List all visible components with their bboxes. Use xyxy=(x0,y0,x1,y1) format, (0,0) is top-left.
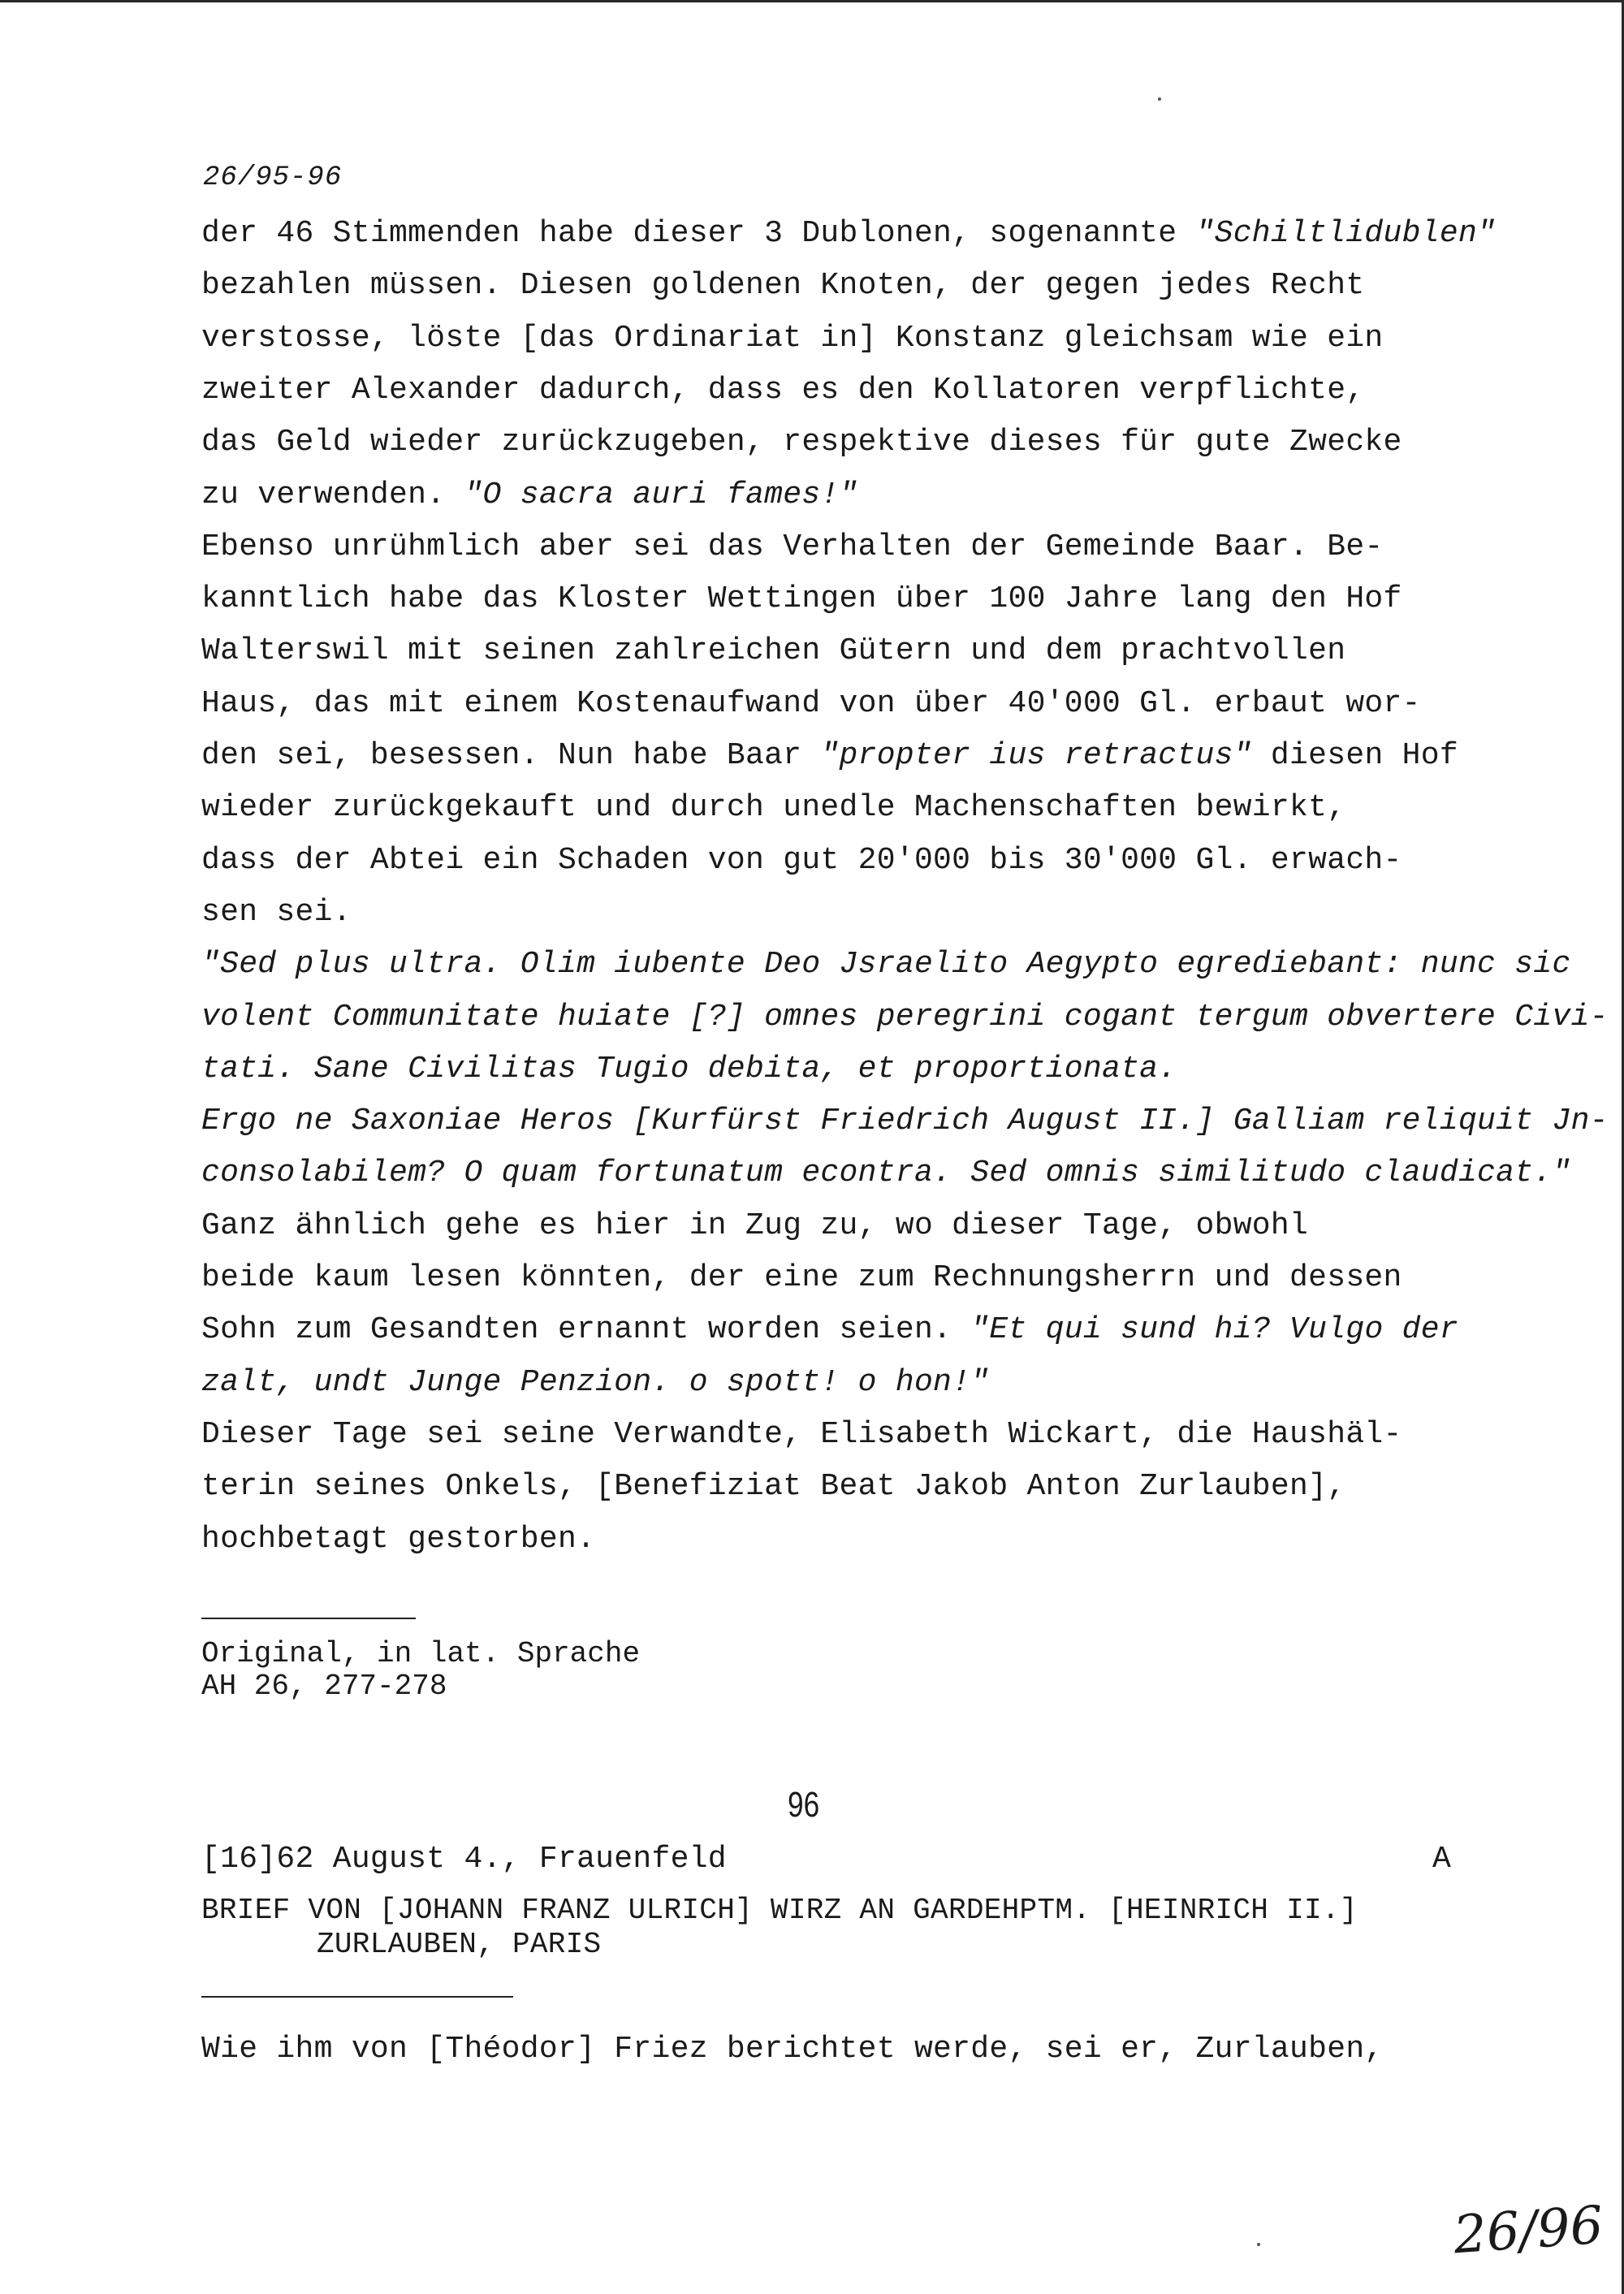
text-line xyxy=(201,947,1571,982)
text-line xyxy=(201,1522,595,1557)
text-segment: Dieser Tage sei seine Verwandte, Elisabeth Wickart, die Haushäl- xyxy=(201,1416,1402,1452)
text-line xyxy=(201,686,1421,721)
document-number: 96 xyxy=(788,1785,820,1825)
text-segment: hochbetagt gestorben. xyxy=(201,1521,596,1557)
speck xyxy=(1158,97,1161,101)
text-line xyxy=(201,790,1345,825)
quote-segment: "Schiltlidublen" xyxy=(1195,216,1497,251)
text-segment: verstosse, löste [das Ordinariat in] Konstanz gleichsam wie ein xyxy=(201,320,1384,356)
text-segment: das Geld wieder zurückzugeben, respektive dieses für gute Zwecke xyxy=(201,425,1402,460)
text-segment: Ebenso unrühmlich aber sei das Verhalten der Gemeinde Baar. Be- xyxy=(201,529,1384,564)
text-line xyxy=(201,738,1458,773)
footnote-rule xyxy=(201,1618,416,1619)
text-line xyxy=(201,581,1402,616)
page-reference: 26/95-96 xyxy=(203,162,343,193)
text-line xyxy=(201,477,858,512)
text-segment: zu verwenden. xyxy=(201,477,464,512)
text-segment: Haus, das mit einem Kostenaufwand von über 40'000 Gl. erbaut wor- xyxy=(201,685,1421,721)
document-title: BRIEF VON [JOHANN FRANZ ULRICH] WIRZ AN GARDEHPTM. [HEINRICH II.] xyxy=(201,1894,1358,1927)
text-line xyxy=(201,1365,989,1400)
quote-segment: tati. Sane Civilitas Tugio debita, et proportionata. xyxy=(201,1051,1177,1087)
text-line xyxy=(201,1052,1177,1087)
text-segment: beide kaum lesen könnten, der eine zum Rechnungsherrn und dessen xyxy=(201,1260,1402,1295)
speck xyxy=(1257,2243,1260,2246)
text-segment: bezahlen müssen. Diesen goldenen Knoten, der gegen jedes Recht xyxy=(201,268,1365,304)
quote-segment: volent Communitate huiate [?] omnes peregrini cogant tergum obvertere Civi- xyxy=(201,999,1609,1035)
text-segment: kanntlich habe das Kloster Wettingen über 100 Jahre lang den Hof xyxy=(201,581,1402,617)
text-line xyxy=(201,373,1364,408)
text-line xyxy=(201,529,1384,564)
text-line xyxy=(201,843,1402,878)
text-line xyxy=(201,1156,1571,1190)
text-line xyxy=(201,895,352,930)
text-line xyxy=(201,321,1384,356)
text-line xyxy=(201,1208,1308,1243)
text-line xyxy=(201,268,1364,303)
text-segment: Walterswil mit seinen zahlreichen Gütern und dem prachtvollen xyxy=(201,633,1346,669)
text-segment: den sei, besessen. Nun habe Baar xyxy=(201,738,821,773)
text-line xyxy=(201,216,1496,251)
text-line xyxy=(201,633,1345,668)
text-segment: Ganz ähnlich gehe es hier in Zug zu, wo dieser Tage, obwohl xyxy=(201,1207,1309,1243)
text-segment: der 46 Stimmenden habe dieser 3 Dublonen, sogenannte xyxy=(201,216,1196,251)
document-title-cont: ZURLAUBEN, PARIS xyxy=(317,1928,602,1961)
quote-segment: "Sed plus ultra. Olim iubente Deo Jsraelito Aegypto egrediebant: nunc sic xyxy=(201,947,1571,983)
text-line xyxy=(201,1104,1609,1138)
quote-segment: zalt, undt Junge Penzion. o spott! o hon!" xyxy=(201,1364,990,1400)
quote-segment: "O sacra auri fames!" xyxy=(464,477,858,512)
text-segment: Sohn zum Gesandten ernannt worden seien. xyxy=(201,1312,971,1348)
quote-segment: consolabilem? O quam fortunatum econtra. Sed omnis similitudo claudicat." xyxy=(201,1156,1571,1191)
text-line xyxy=(201,1469,1345,1504)
quote-segment: "Et qui sund hi? Vulgo der xyxy=(970,1312,1458,1348)
document-first-line: Wie ihm von [Théodor] Friez berichtet werde, sei er, Zurlauben, xyxy=(201,2032,1384,2067)
text-line xyxy=(201,1000,1609,1035)
text-segment: dass der Abtei ein Schaden von gut 20'000 bis 30'000 Gl. erwach- xyxy=(201,842,1402,878)
handwritten-reference: 26/96 xyxy=(1451,2195,1605,2266)
note-original: Original, in lat. Sprache xyxy=(201,1637,641,1670)
text-segment: terin seines Onkels, [Benefiziat Beat Jakob Anton Zurlauben], xyxy=(201,1469,1346,1505)
document-marker: A xyxy=(1432,1842,1452,1877)
text-line xyxy=(201,1417,1402,1452)
text-line xyxy=(201,425,1402,460)
text-line xyxy=(201,1260,1402,1295)
quote-segment: Ergo ne Saxoniae Heros [Kurfürst Friedrich August II.] Galliam reliquit Jn- xyxy=(201,1104,1609,1139)
title-rule xyxy=(201,1996,513,1998)
document-dateline: [16]62 August 4., Frauenfeld xyxy=(201,1842,727,1877)
page-border-top xyxy=(0,0,1624,2)
quote-segment: "propter ius retractus" xyxy=(820,738,1252,773)
text-segment: diesen Hof xyxy=(1251,738,1458,773)
text-line xyxy=(201,1312,1458,1347)
text-segment: wieder zurückgekauft und durch unedle Machenschaften bewirkt, xyxy=(201,790,1346,826)
note-archive-ref: AH 26, 277-278 xyxy=(201,1670,447,1703)
text-segment: sen sei. xyxy=(201,894,352,930)
text-segment: zweiter Alexander dadurch, dass es den Kollatoren verpflichte, xyxy=(201,372,1365,408)
